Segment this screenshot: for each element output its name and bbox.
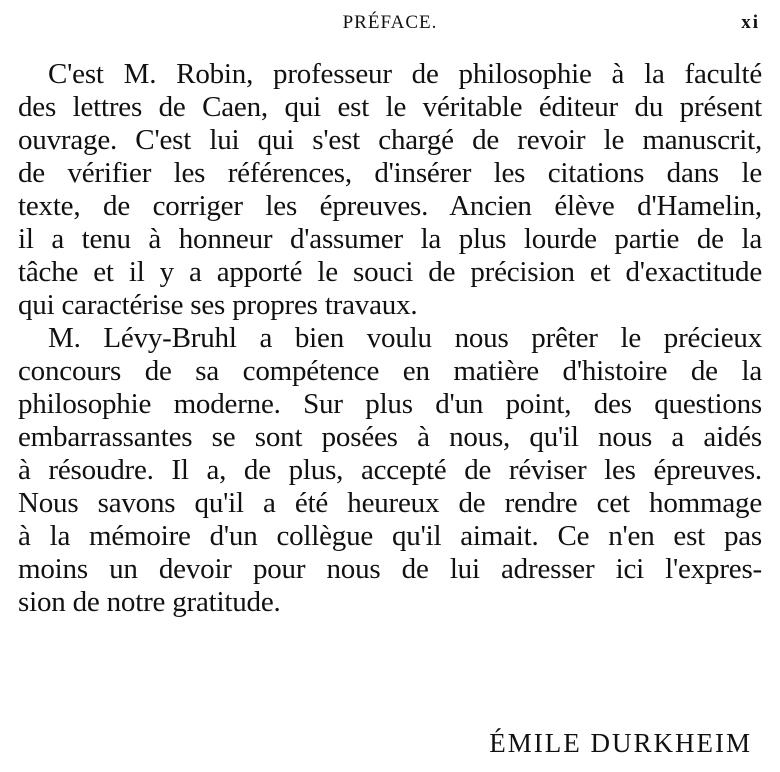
page-number: xi xyxy=(741,12,760,33)
text-line: Nous savons qu'il a été heureux de rendre cet hommage xyxy=(18,487,762,519)
text-line: tâche et il y a apporté le souci de précision et d'exactitude xyxy=(18,256,762,288)
text-line: à résoudre. Il a, de plus, accepté de réviser les épreuves. xyxy=(18,454,762,486)
text-line: concours de sa compétence en matière d'histoire de la xyxy=(18,355,762,387)
text-line: de vérifier les références, d'insérer les citations dans le xyxy=(18,157,762,189)
text-line: texte, de corriger les épreuves. Ancien élève d'Hamelin, xyxy=(18,190,762,222)
text-line: philosophie moderne. Sur plus d'un point, des questions xyxy=(18,388,762,420)
running-header xyxy=(0,8,780,38)
text-line: sion de notre gratitude. xyxy=(18,586,281,618)
text-line: ouvrage. C'est lui qui s'est chargé de revoir le manuscrit, xyxy=(18,124,762,156)
text-line: C'est M. Robin, professeur de philosophie à la faculté xyxy=(48,58,762,90)
text-line: à la mémoire d'un collègue qu'il aimait. Ce n'en est pas xyxy=(18,520,762,552)
text-line: embarrassantes se sont posées à nous, qu'il nous a aidés xyxy=(18,421,762,453)
preface-body xyxy=(18,58,762,619)
text-line: qui caractérise ses propres travaux. xyxy=(18,289,418,321)
text-line: des lettres de Caen, qui est le véritable éditeur du présent xyxy=(18,91,762,123)
text-line: M. Lévy-Bruhl a bien voulu nous prêter le précieux xyxy=(48,322,762,354)
author-signature: ÉMILE DURKHEIM xyxy=(489,728,752,758)
running-title: PRÉFACE. xyxy=(342,12,438,33)
text-line: moins un devoir pour nous de lui adresser ici l'expres- xyxy=(18,553,762,585)
text-line: il a tenu à honneur d'assumer la plus lourde partie de la xyxy=(18,223,762,255)
